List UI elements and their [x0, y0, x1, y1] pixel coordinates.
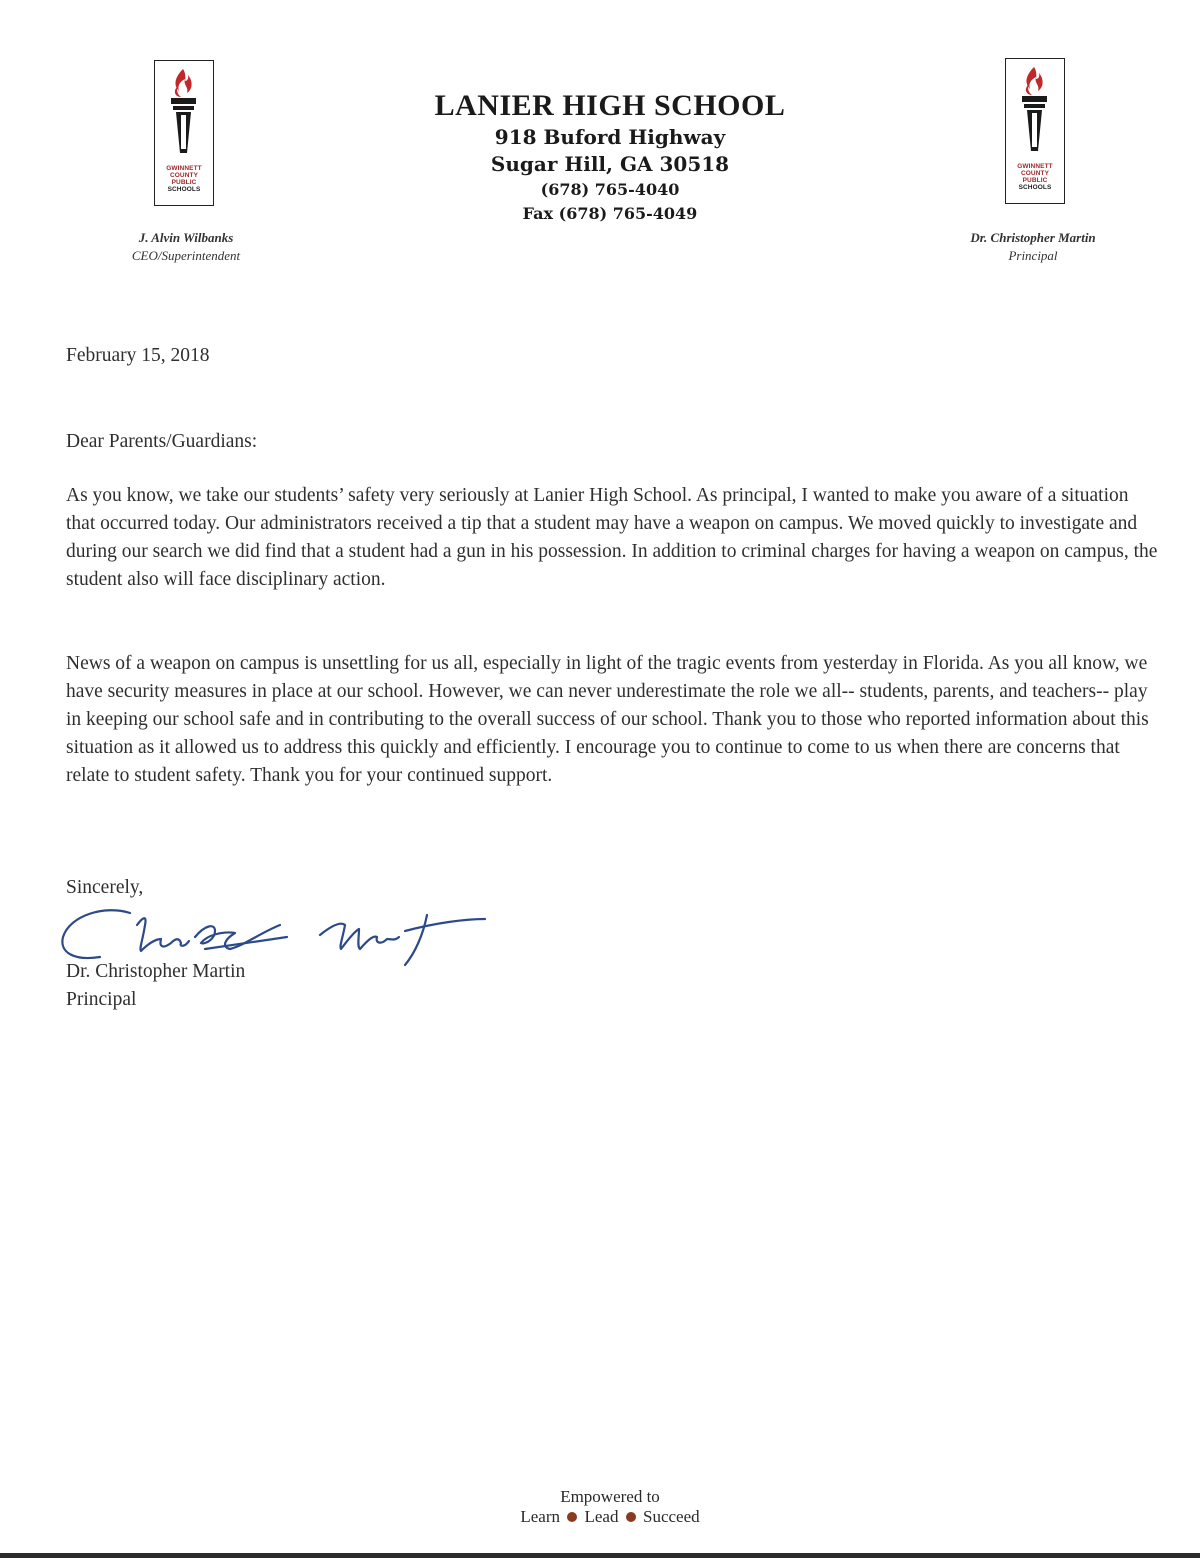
city-address: Sugar Hill, GA 30518: [490, 152, 730, 176]
page-bottom-border: [0, 1553, 1200, 1558]
footer-line-1: Empowered to: [560, 1487, 660, 1506]
fax-number: Fax (678) 765-4049: [522, 204, 698, 223]
district-logo-left: [154, 60, 214, 206]
logo-text: GWINNETT COUNTY PUBLIC SCHOOLS: [166, 165, 202, 193]
letter-date: February 15, 2018: [66, 345, 210, 366]
footer-motto: [470, 1487, 750, 1527]
motto-lead: Lead: [584, 1507, 619, 1526]
street-address: 918 Buford Highway: [494, 125, 726, 149]
footer-line-2: [470, 1507, 750, 1527]
principal-title-header: Principal: [1008, 248, 1058, 263]
district-logo-right: [1005, 58, 1065, 204]
superintendent-name: J. Alvin Wilbanks: [138, 230, 234, 245]
superintendent-title: CEO/Superintendent: [131, 248, 241, 263]
phone-number: (678) 765-4040: [540, 180, 680, 199]
letterhead: [400, 88, 820, 226]
torch-bullet-icon: [567, 1512, 577, 1522]
torch-bullet-icon: [626, 1512, 636, 1522]
principal-name-header: Dr. Christopher Martin: [970, 230, 1096, 245]
logo-text: GWINNETT COUNTY PUBLIC SCHOOLS: [1017, 163, 1053, 191]
motto-succeed: Succeed: [642, 1507, 700, 1526]
torch-icon: [1006, 59, 1063, 163]
motto-learn: Learn: [520, 1507, 560, 1526]
signer-title: Principal: [66, 989, 137, 1010]
salutation: Dear Parents/Guardians:: [66, 431, 258, 452]
signer-name: Dr. Christopher Martin: [66, 961, 246, 982]
closing: Sincerely,: [66, 877, 144, 898]
torch-icon: [155, 61, 212, 165]
paragraph-2: News of a weapon on campus is unsettling for us all, especially in light of the tragic events from yesterday in Florida. As you all know, we have security measures in place at our school. However, we can never underestimate the role we all-- students, parents, and teachers-- play in keeping our school safe and in contributing to the overall success of our school. Thank you to those who reported information about this situation as it allowed us to address this quickly and efficiently. I encourage you to continue to come to us when there are concerns that relate to student safety. Thank you for your continued support.: [66, 653, 1149, 786]
paragraph-1: As you know, we take our students’ safety very seriously at Lanier High School. As principal, I wanted to make you aware of a situation that occurred today. Our administrators received a tip that a student may have a weapon on campus. We moved quickly to investigate and during our search we did find that a student had a gun in his possession. In addition to criminal charges for having a weapon on campus, the student also will face disciplinary action.: [66, 485, 1158, 590]
school-name: LANIER HIGH SCHOOL: [434, 89, 786, 122]
